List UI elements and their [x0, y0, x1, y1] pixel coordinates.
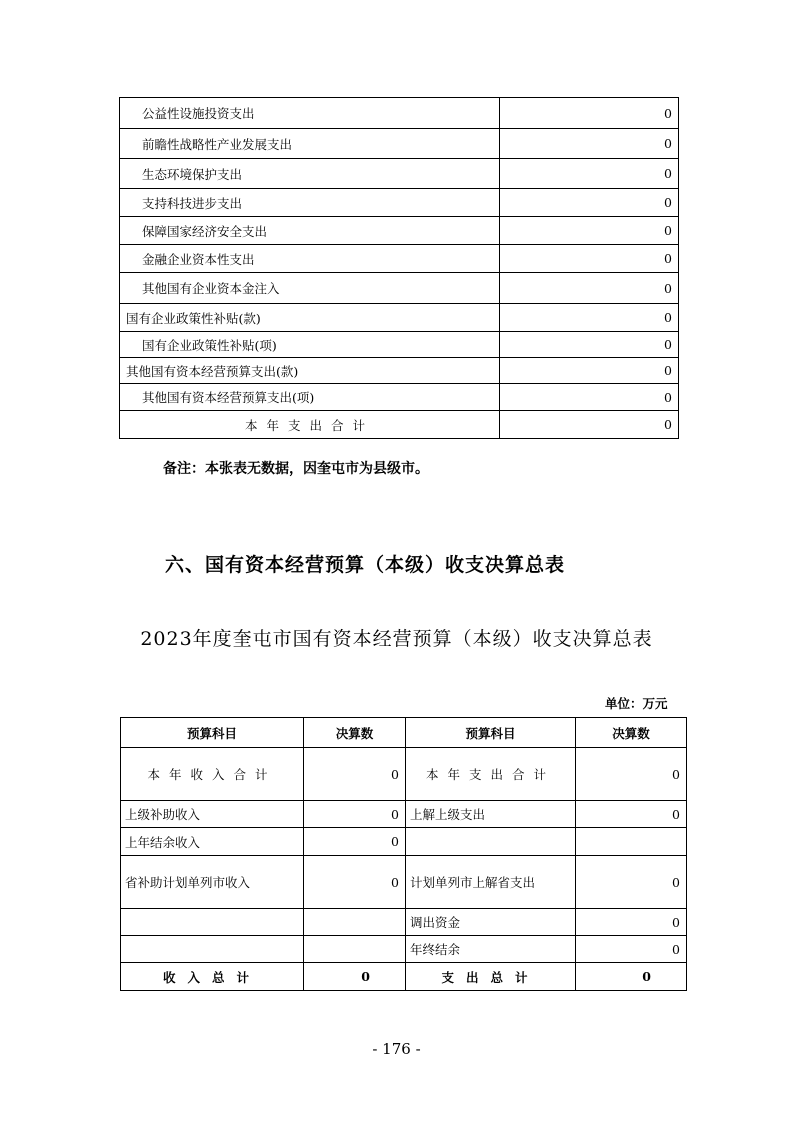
row-value: 0 — [500, 273, 679, 304]
row-value: 0 — [500, 159, 679, 189]
row-value: 0 — [500, 245, 679, 273]
table-row — [120, 189, 679, 217]
table-row — [121, 748, 687, 801]
table-header-row — [121, 718, 687, 748]
table-note: 备注：本张表无数据，因奎屯市为县级市。 — [163, 461, 429, 477]
page-number: - 176 - — [372, 1040, 421, 1058]
row-label — [121, 909, 304, 936]
row-label: 上解上级支出 — [406, 801, 576, 828]
row-label: 上级补助收入 — [121, 801, 304, 828]
row-label: 金融企业资本性支出 — [120, 245, 500, 273]
row-label: 前瞻性战略性产业发展支出 — [120, 129, 500, 159]
row-value: 0 — [304, 828, 406, 856]
table-row — [120, 273, 679, 304]
expenditure-table — [119, 97, 679, 439]
header-cell: 决算数 — [576, 718, 687, 748]
row-label: 国有企业政策性补贴(款) — [120, 304, 500, 332]
row-label — [406, 828, 576, 856]
row-label: 支持科技进步支出 — [120, 189, 500, 217]
row-label: 年终结余 — [406, 936, 576, 963]
row-value: 0 — [500, 411, 679, 439]
total-value: 0 — [304, 963, 406, 991]
header-cell: 预算科目 — [406, 718, 576, 748]
table-row — [120, 129, 679, 159]
section-heading: 六、国有资本经营预算（本级）收支决算总表 — [165, 554, 566, 576]
row-value — [304, 936, 406, 963]
row-label: 生态环境保护支出 — [120, 159, 500, 189]
row-value: 0 — [576, 801, 687, 828]
row-label: 省补助计划单列市收入 — [121, 856, 304, 909]
summary-table — [120, 717, 687, 991]
total-value: 0 — [576, 963, 687, 991]
row-label: 保障国家经济安全支出 — [120, 217, 500, 245]
table-row — [120, 304, 679, 332]
table-total-row — [121, 963, 687, 991]
table-row — [120, 332, 679, 358]
row-value: 0 — [576, 748, 687, 801]
row-label: 其他国有资本经营预算支出(项) — [120, 384, 500, 411]
row-value: 0 — [576, 856, 687, 909]
total-label: 收入总计 — [121, 963, 304, 991]
row-label: 公益性设施投资支出 — [120, 98, 500, 129]
table-row — [120, 384, 679, 411]
header-cell: 决算数 — [304, 718, 406, 748]
row-label: 调出资金 — [406, 909, 576, 936]
row-label: 其他国有资本经营预算支出(款) — [120, 358, 500, 384]
row-value: 0 — [500, 304, 679, 332]
row-value: 0 — [500, 98, 679, 129]
table-row — [120, 159, 679, 189]
row-value: 0 — [500, 384, 679, 411]
row-value: 0 — [500, 358, 679, 384]
row-label: 其他国有企业资本金注入 — [120, 273, 500, 304]
table-row — [121, 856, 687, 909]
row-label: 本年支出合计 — [120, 411, 500, 439]
total-label: 支出总计 — [406, 963, 576, 991]
row-value — [576, 828, 687, 856]
table-row — [121, 909, 687, 936]
unit-label: 单位：万元 — [605, 696, 668, 711]
row-value: 0 — [576, 936, 687, 963]
table-total-row — [120, 411, 679, 439]
table-row — [120, 358, 679, 384]
header-cell: 预算科目 — [121, 718, 304, 748]
row-value: 0 — [500, 217, 679, 245]
table-row — [121, 801, 687, 828]
row-value: 0 — [500, 332, 679, 358]
table-title: 2023年度奎屯市国有资本经营预算（本级）收支决算总表 — [140, 628, 653, 650]
row-value: 0 — [500, 189, 679, 217]
row-value: 0 — [304, 748, 406, 801]
row-label: 本年收入合计 — [121, 748, 304, 801]
row-value — [304, 909, 406, 936]
row-label: 上年结余收入 — [121, 828, 304, 856]
table-row — [121, 828, 687, 856]
row-value: 0 — [500, 129, 679, 159]
row-label: 国有企业政策性补贴(项) — [120, 332, 500, 358]
table-row — [121, 936, 687, 963]
table-row — [120, 217, 679, 245]
table-row — [120, 98, 679, 129]
row-value: 0 — [304, 856, 406, 909]
row-value: 0 — [576, 909, 687, 936]
row-label — [121, 936, 304, 963]
row-label: 计划单列市上解省支出 — [406, 856, 576, 909]
row-label: 本年支出合计 — [406, 748, 576, 801]
table-row — [120, 245, 679, 273]
row-value: 0 — [304, 801, 406, 828]
